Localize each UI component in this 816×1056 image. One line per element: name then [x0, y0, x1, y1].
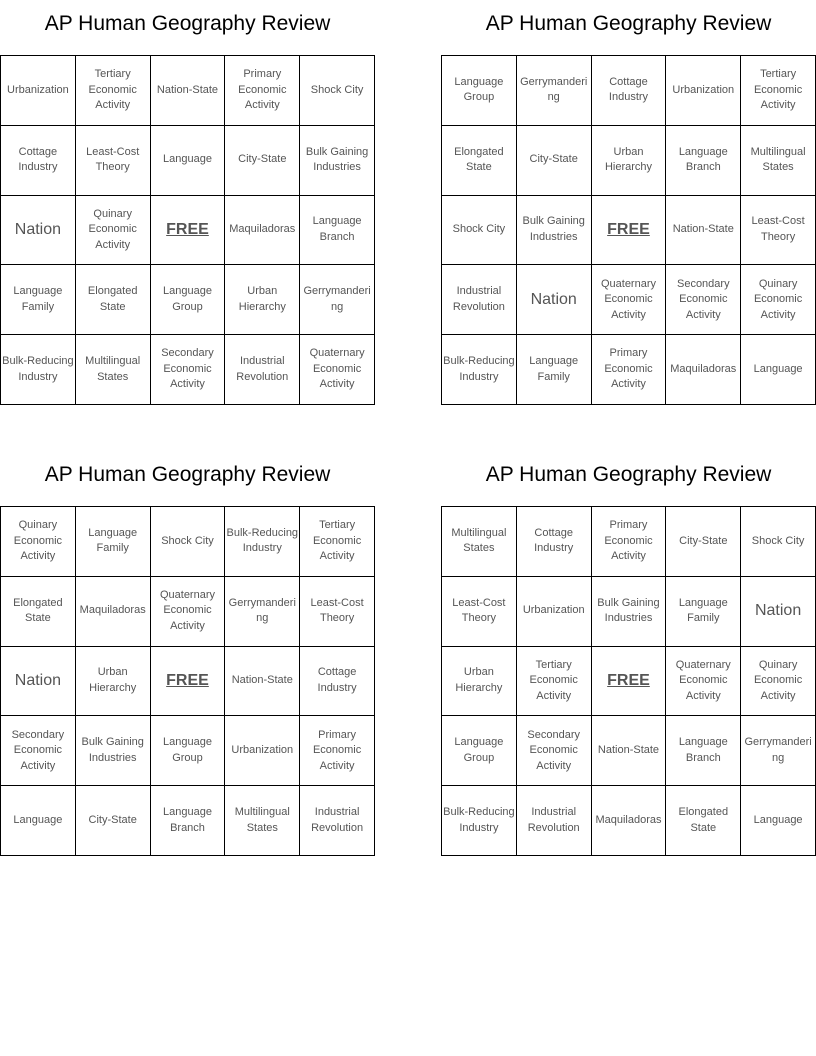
bingo-cell: Language Branch — [300, 196, 375, 266]
bingo-cell: Urbanization — [1, 56, 76, 126]
bingo-cell: Language Family — [666, 577, 741, 647]
bingo-cell: Language Branch — [666, 126, 741, 196]
bingo-cell: Elongated State — [1, 577, 76, 647]
bingo-cell: Cottage Industry — [1, 126, 76, 196]
bingo-cell: Least-Cost Theory — [300, 577, 375, 647]
bingo-grid — [441, 506, 816, 856]
bingo-cell: Bulk Gaining Industries — [517, 196, 592, 266]
bingo-cell: Nation-State — [225, 647, 300, 717]
bingo-cell: Language — [741, 786, 816, 856]
bingo-cell: Multilingual States — [225, 786, 300, 856]
free-space: FREE — [592, 196, 667, 266]
bingo-cell: Language Group — [151, 265, 226, 335]
bingo-cell: Nation — [1, 196, 76, 266]
bingo-cell: Quaternary Economic Activity — [151, 577, 226, 647]
bingo-cell: Industrial Revolution — [300, 786, 375, 856]
bingo-cell: Quaternary Economic Activity — [592, 265, 667, 335]
bingo-cell: Language Branch — [151, 786, 226, 856]
bingo-cell: Bulk Gaining Industries — [592, 577, 667, 647]
bingo-cell: Secondary Economic Activity — [151, 335, 226, 405]
bingo-cell: Maquiladoras — [666, 335, 741, 405]
bingo-cell: Language — [1, 786, 76, 856]
bingo-cell: Tertiary Economic Activity — [76, 56, 151, 126]
bingo-cell: Shock City — [300, 56, 375, 126]
bingo-cell: Quinary Economic Activity — [1, 507, 76, 577]
card-title: AP Human Geography Review — [485, 12, 772, 35]
bingo-cell: Language Group — [442, 56, 517, 126]
bingo-cell: Quinary Economic Activity — [741, 265, 816, 335]
bingo-cell: Urban Hierarchy — [442, 647, 517, 717]
bingo-cell: Secondary Economic Activity — [517, 716, 592, 786]
bingo-cell: Primary Economic Activity — [592, 507, 667, 577]
bingo-cell: Language Group — [151, 716, 226, 786]
free-space: FREE — [151, 647, 226, 717]
card-title: AP Human Geography Review — [44, 12, 331, 35]
bingo-cell: City-State — [666, 507, 741, 577]
bingo-cell: Elongated State — [442, 126, 517, 196]
bingo-cell: Urbanization — [666, 56, 741, 126]
bingo-cell: Maquiladoras — [76, 577, 151, 647]
bingo-cell: Nation-State — [151, 56, 226, 126]
bingo-cell: Gerrymandering — [517, 56, 592, 126]
bingo-cell: Primary Economic Activity — [300, 716, 375, 786]
bingo-cell: Least-Cost Theory — [76, 126, 151, 196]
bingo-cell: Nation — [517, 265, 592, 335]
bingo-cell: Urbanization — [225, 716, 300, 786]
bingo-grid — [0, 55, 375, 405]
bingo-cell: Language — [741, 335, 816, 405]
bingo-cell: Multilingual States — [76, 335, 151, 405]
bingo-cell: Urbanization — [517, 577, 592, 647]
bingo-cell: Language Family — [76, 507, 151, 577]
card-title: AP Human Geography Review — [44, 463, 331, 486]
bingo-cell: Urban Hierarchy — [592, 126, 667, 196]
bingo-cell: Language — [151, 126, 226, 196]
bingo-cell: Primary Economic Activity — [225, 56, 300, 126]
card-title: AP Human Geography Review — [485, 463, 772, 486]
bingo-cell: Multilingual States — [442, 507, 517, 577]
bingo-cell: Gerrymandering — [300, 265, 375, 335]
bingo-cell: Bulk Gaining Industries — [76, 716, 151, 786]
bingo-cell: Secondary Economic Activity — [1, 716, 76, 786]
bingo-cell: Elongated State — [76, 265, 151, 335]
bingo-cell: Industrial Revolution — [225, 335, 300, 405]
bingo-cell: Bulk-Reducing Industry — [442, 786, 517, 856]
bingo-cell: Nation — [741, 577, 816, 647]
bingo-cell: Quaternary Economic Activity — [666, 647, 741, 717]
bingo-cell: Bulk Gaining Industries — [300, 126, 375, 196]
bingo-cell: City-State — [225, 126, 300, 196]
bingo-cell: Bulk-Reducing Industry — [225, 507, 300, 577]
bingo-cell: Cottage Industry — [300, 647, 375, 717]
bingo-cell: Cottage Industry — [517, 507, 592, 577]
bingo-cell: Shock City — [741, 507, 816, 577]
bingo-cell: Shock City — [151, 507, 226, 577]
bingo-cell: City-State — [517, 126, 592, 196]
bingo-cell: Industrial Revolution — [442, 265, 517, 335]
bingo-cell: Least-Cost Theory — [741, 196, 816, 266]
bingo-cell: Nation — [1, 647, 76, 717]
bingo-cell: Maquiladoras — [592, 786, 667, 856]
bingo-cell: Quaternary Economic Activity — [300, 335, 375, 405]
bingo-cell: Elongated State — [666, 786, 741, 856]
bingo-cell: Gerrymandering — [225, 577, 300, 647]
free-space: FREE — [592, 647, 667, 717]
bingo-cell: City-State — [76, 786, 151, 856]
bingo-cell: Tertiary Economic Activity — [517, 647, 592, 717]
bingo-cell: Shock City — [442, 196, 517, 266]
bingo-cell: Primary Economic Activity — [592, 335, 667, 405]
bingo-cell: Language Branch — [666, 716, 741, 786]
bingo-cell: Quinary Economic Activity — [76, 196, 151, 266]
bingo-cell: Quinary Economic Activity — [741, 647, 816, 717]
bingo-cell: Bulk-Reducing Industry — [442, 335, 517, 405]
bingo-cell: Language Family — [517, 335, 592, 405]
bingo-cell: Nation-State — [666, 196, 741, 266]
bingo-grid — [0, 506, 375, 856]
bingo-cell: Multilingual States — [741, 126, 816, 196]
bingo-cell: Industrial Revolution — [517, 786, 592, 856]
bingo-cell: Tertiary Economic Activity — [300, 507, 375, 577]
bingo-cell: Bulk-Reducing Industry — [1, 335, 76, 405]
bingo-grid — [441, 55, 816, 405]
bingo-cell: Cottage Industry — [592, 56, 667, 126]
bingo-cell: Urban Hierarchy — [225, 265, 300, 335]
bingo-cell: Nation-State — [592, 716, 667, 786]
bingo-cell: Tertiary Economic Activity — [741, 56, 816, 126]
bingo-cell: Least-Cost Theory — [442, 577, 517, 647]
bingo-cell: Gerrymandering — [741, 716, 816, 786]
bingo-cell: Secondary Economic Activity — [666, 265, 741, 335]
free-space: FREE — [151, 196, 226, 266]
bingo-cell: Language Group — [442, 716, 517, 786]
bingo-cell: Urban Hierarchy — [76, 647, 151, 717]
bingo-cell: Maquiladoras — [225, 196, 300, 266]
bingo-cell: Language Family — [1, 265, 76, 335]
